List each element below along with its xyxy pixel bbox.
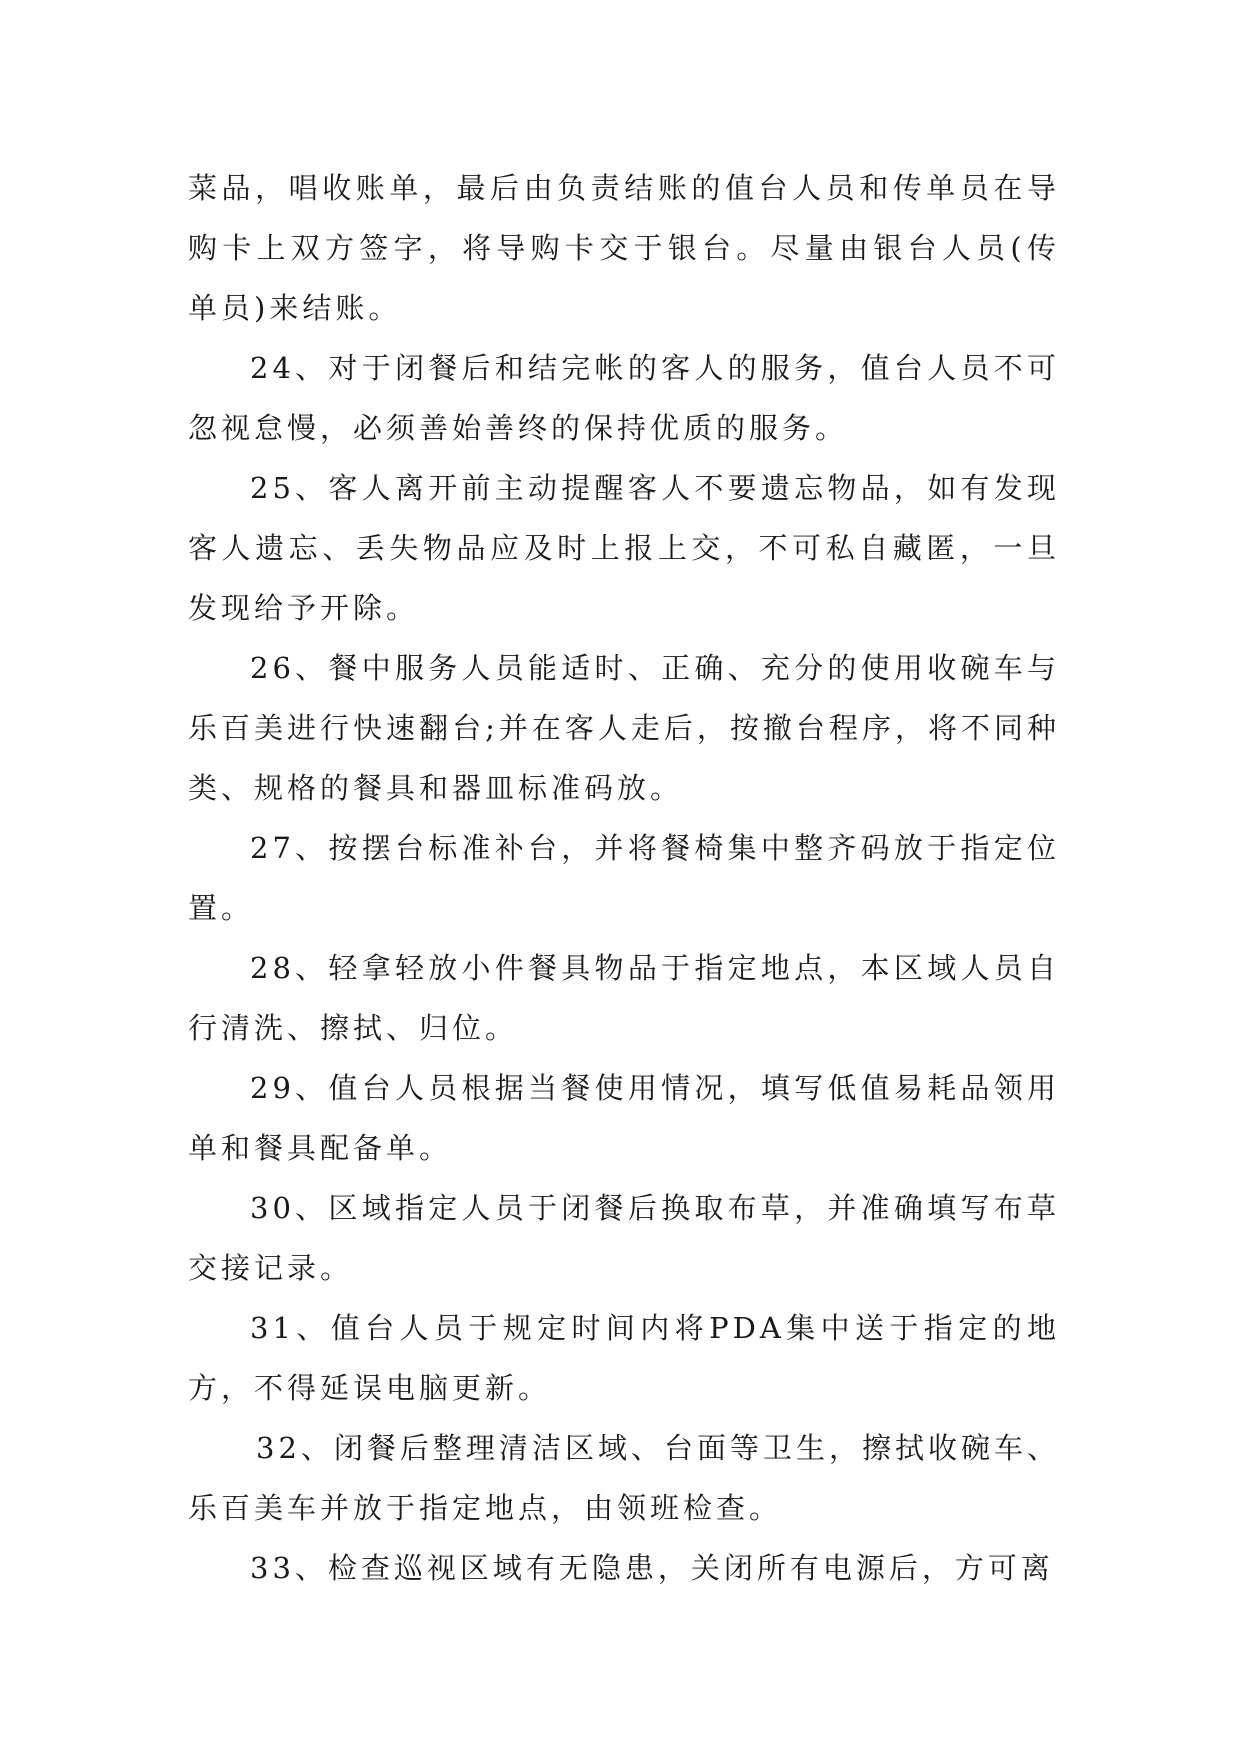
paragraph-item-24: 24、对于闭餐后和结完帐的客人的服务，值台人员不可忽视怠慢，必须善始善终的保持优质的服务。	[188, 351, 1060, 445]
document-body	[188, 158, 1060, 1598]
paragraph-item-30: 30、区域指定人员于闭餐后换取布草，并准确填写布草交接记录。	[188, 1191, 1060, 1285]
paragraph-item-33: 33、检查巡视区域有无隐患，关闭所有电源后，方可离	[250, 1551, 1054, 1585]
paragraph-item-25: 25、客人离开前主动提醒客人不要遗忘物品，如有发现客人遗忘、丢失物品应及时上报上交，不可私自藏匿，一旦发现给予开除。	[188, 471, 1060, 625]
paragraph-item-29: 29、值台人员根据当餐使用情况，填写低值易耗品领用单和餐具配备单。	[188, 1071, 1060, 1165]
paragraph-item-32: 32、闭餐后整理清洁区域、台面等卫生，擦拭收碗车、乐百美车并放于指定地点，由领班检查。	[188, 1431, 1060, 1525]
paragraph-item-31: 31、值台人员于规定时间内将PDA集中送于指定的地方，不得延误电脑更新。	[188, 1311, 1060, 1405]
paragraph-continuation: 菜品，唱收账单，最后由负责结账的值台人员和传单员在导购卡上双方签字，将导购卡交于银台。尽量由银台人员(传单员)来结账。	[188, 171, 1060, 325]
paragraph-item-26: 26、餐中服务人员能适时、正确、充分的使用收碗车与乐百美进行快速翻台;并在客人走后，按撤台程序，将不同种类、规格的餐具和器皿标准码放。	[188, 651, 1060, 805]
paragraph-item-27: 27、按摆台标准补台，并将餐椅集中整齐码放于指定位置。	[188, 831, 1060, 925]
paragraph-item-28: 28、轻拿轻放小件餐具物品于指定地点，本区域人员自行清洗、擦拭、归位。	[188, 951, 1060, 1045]
